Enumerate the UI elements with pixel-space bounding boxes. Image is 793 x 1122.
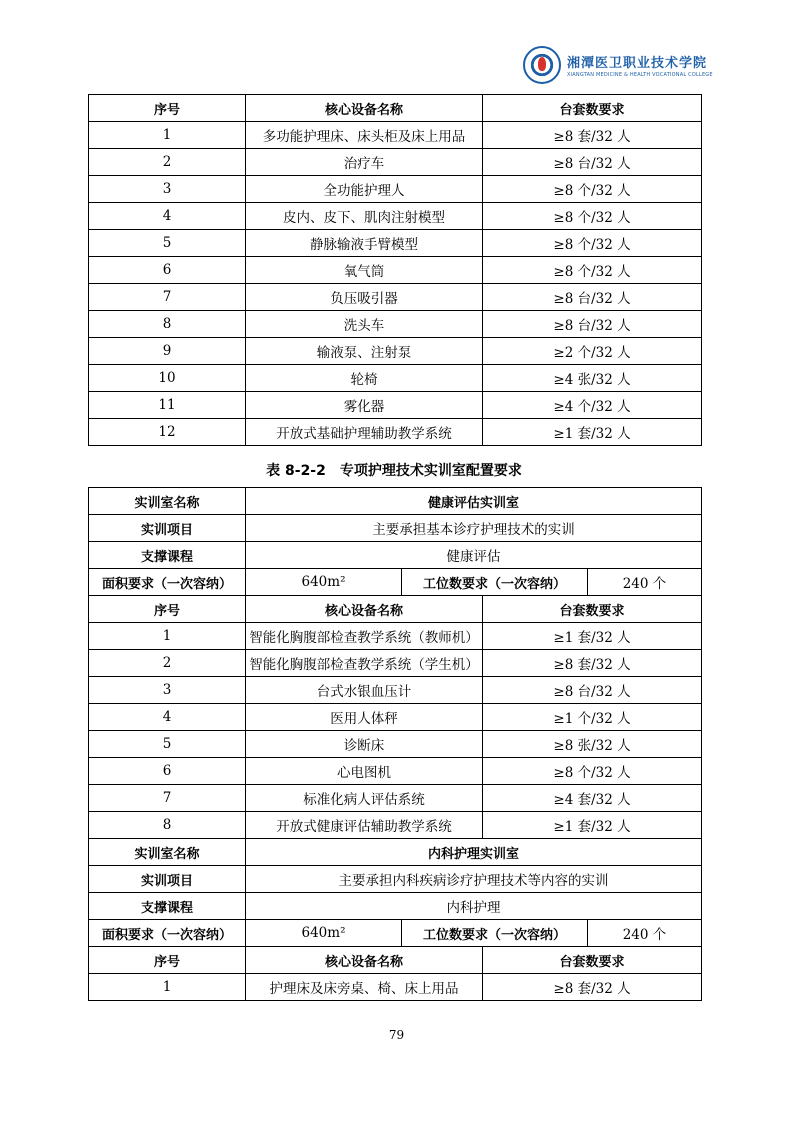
table-header-row [89,947,702,974]
row-quantity: ≥8 台/32 人 [483,677,702,704]
row-index: 10 [89,365,246,392]
row-equipment: 心电图机 [246,758,483,785]
row-index: 5 [89,731,246,758]
page-number: 79 [388,1028,405,1042]
row-equipment: 氧气筒 [246,257,483,284]
row-quantity: ≥4 张/32 人 [483,365,702,392]
row-equipment: 智能化胸腹部检查教学系统（教师机） [246,623,483,650]
table-row [89,257,702,284]
row-index: 6 [89,758,246,785]
row-equipment: 洗头车 [246,311,483,338]
header-quantity: 台套数要求 [483,947,702,974]
table-row [89,419,702,446]
course-value: 内科护理 [246,893,702,920]
row-equipment: 多功能护理床、床头柜及床上用品 [246,122,483,149]
table-row [89,812,702,839]
row-equipment: 诊断床 [246,731,483,758]
area-value: 640m² [246,569,402,596]
table-header-row [89,596,702,623]
table-row [89,785,702,812]
table-row [89,122,702,149]
table-row [89,149,702,176]
table-row [89,365,702,392]
row-index: 3 [89,176,246,203]
course-row [89,893,702,920]
course-row [89,542,702,569]
row-quantity: ≥1 套/32 人 [483,623,702,650]
header-index: 序号 [89,95,246,122]
row-equipment: 开放式健康评估辅助教学系统 [246,812,483,839]
row-index: 3 [89,677,246,704]
row-equipment: 全功能护理人 [246,176,483,203]
logo-name-cn: 湘潭医卫职业技术学院 [567,56,708,71]
row-equipment: 雾化器 [246,392,483,419]
row-quantity: ≥1 套/32 人 [483,812,702,839]
room-name-row [89,488,702,515]
row-quantity: ≥8 套/32 人 [483,122,702,149]
table-row [89,203,702,230]
header-equipment: 核心设备名称 [246,947,483,974]
area-label: 面积要求（一次容纳） [89,920,246,947]
room-name-label: 实训室名称 [89,488,246,515]
row-index: 1 [89,122,246,149]
area-value: 640m² [246,920,402,947]
room-name-value: 内科护理实训室 [246,839,702,866]
row-index: 7 [89,284,246,311]
row-index: 2 [89,650,246,677]
header-quantity: 台套数要求 [483,596,702,623]
logo-text [567,52,713,78]
row-quantity: ≥2 个/32 人 [483,338,702,365]
row-equipment: 静脉输液手臂模型 [246,230,483,257]
row-quantity: ≥1 个/32 人 [483,704,702,731]
row-equipment: 轮椅 [246,365,483,392]
header-equipment: 核心设备名称 [246,95,483,122]
row-quantity: ≥8 台/32 人 [483,284,702,311]
room-name-label: 实训室名称 [89,839,246,866]
header-equipment: 核心设备名称 [246,596,483,623]
project-label: 实训项目 [89,866,246,893]
row-index: 6 [89,257,246,284]
row-quantity: ≥8 个/32 人 [483,758,702,785]
table-header-row [89,95,702,122]
area-label: 面积要求（一次容纳） [89,569,246,596]
course-label: 支撑课程 [89,542,246,569]
row-index: 8 [89,311,246,338]
college-emblem-icon [523,46,561,84]
stations-label: 工位数要求（一次容纳） [402,920,588,947]
project-value: 主要承担基本诊疗护理技术的实训 [246,515,702,542]
logo-name-en: XIANGTAN MEDICINE & HEALTH VOCATIONAL COLLEGE [567,72,713,78]
room-name-row [89,839,702,866]
row-index: 9 [89,338,246,365]
project-row [89,515,702,542]
row-quantity: ≥8 个/32 人 [483,230,702,257]
course-label: 支撑课程 [89,893,246,920]
row-quantity: ≥8 套/32 人 [483,650,702,677]
project-label: 实训项目 [89,515,246,542]
header-index: 序号 [89,947,246,974]
row-equipment: 医用人体秤 [246,704,483,731]
area-row [89,920,702,947]
row-quantity: ≥1 套/32 人 [483,419,702,446]
equipment-table-basic [88,94,702,446]
row-index: 7 [89,785,246,812]
row-equipment: 开放式基础护理辅助教学系统 [246,419,483,446]
row-quantity: ≥8 套/32 人 [483,974,702,1001]
table-row [89,311,702,338]
row-quantity: ≥8 台/32 人 [483,311,702,338]
row-equipment: 标准化病人评估系统 [246,785,483,812]
course-value: 健康评估 [246,542,702,569]
table-row [89,284,702,311]
row-index: 5 [89,230,246,257]
row-index: 1 [89,974,246,1001]
table-row [89,758,702,785]
row-equipment: 治疗车 [246,149,483,176]
table-row [89,392,702,419]
table-row [89,230,702,257]
row-index: 2 [89,149,246,176]
table-row [89,704,702,731]
stations-value: 240 个 [588,920,702,947]
row-quantity: ≥8 个/32 人 [483,257,702,284]
project-value: 主要承担内科疾病诊疗护理技术等内容的实训 [246,866,702,893]
project-row [89,866,702,893]
row-equipment: 皮内、皮下、肌肉注射模型 [246,203,483,230]
table-row [89,974,702,1001]
row-index: 12 [89,419,246,446]
row-equipment: 负压吸引器 [246,284,483,311]
row-equipment: 台式水银血压计 [246,677,483,704]
college-logo [523,44,713,86]
table-row [89,338,702,365]
room-name-value: 健康评估实训室 [246,488,702,515]
row-equipment: 智能化胸腹部检查教学系统（学生机） [246,650,483,677]
row-equipment: 护理床及床旁桌、椅、床上用品 [246,974,483,1001]
row-index: 11 [89,392,246,419]
row-index: 1 [89,623,246,650]
row-quantity: ≥8 台/32 人 [483,149,702,176]
row-index: 4 [89,203,246,230]
header-index: 序号 [89,596,246,623]
table-row [89,176,702,203]
row-quantity: ≥4 套/32 人 [483,785,702,812]
table-caption: 表 8-2-2 专项护理技术实训室配置要求 [266,463,522,479]
row-quantity: ≥4 个/32 人 [483,392,702,419]
stations-label: 工位数要求（一次容纳） [402,569,588,596]
row-index: 4 [89,704,246,731]
row-quantity: ≥8 个/32 人 [483,203,702,230]
table-row [89,677,702,704]
area-row [89,569,702,596]
row-equipment: 输液泵、注射泵 [246,338,483,365]
stations-value: 240 个 [588,569,702,596]
table-row [89,623,702,650]
table-row [89,650,702,677]
row-quantity: ≥8 张/32 人 [483,731,702,758]
equipment-table-specialty [88,487,702,1001]
table-row [89,731,702,758]
row-index: 8 [89,812,246,839]
row-quantity: ≥8 个/32 人 [483,176,702,203]
header-quantity: 台套数要求 [483,95,702,122]
